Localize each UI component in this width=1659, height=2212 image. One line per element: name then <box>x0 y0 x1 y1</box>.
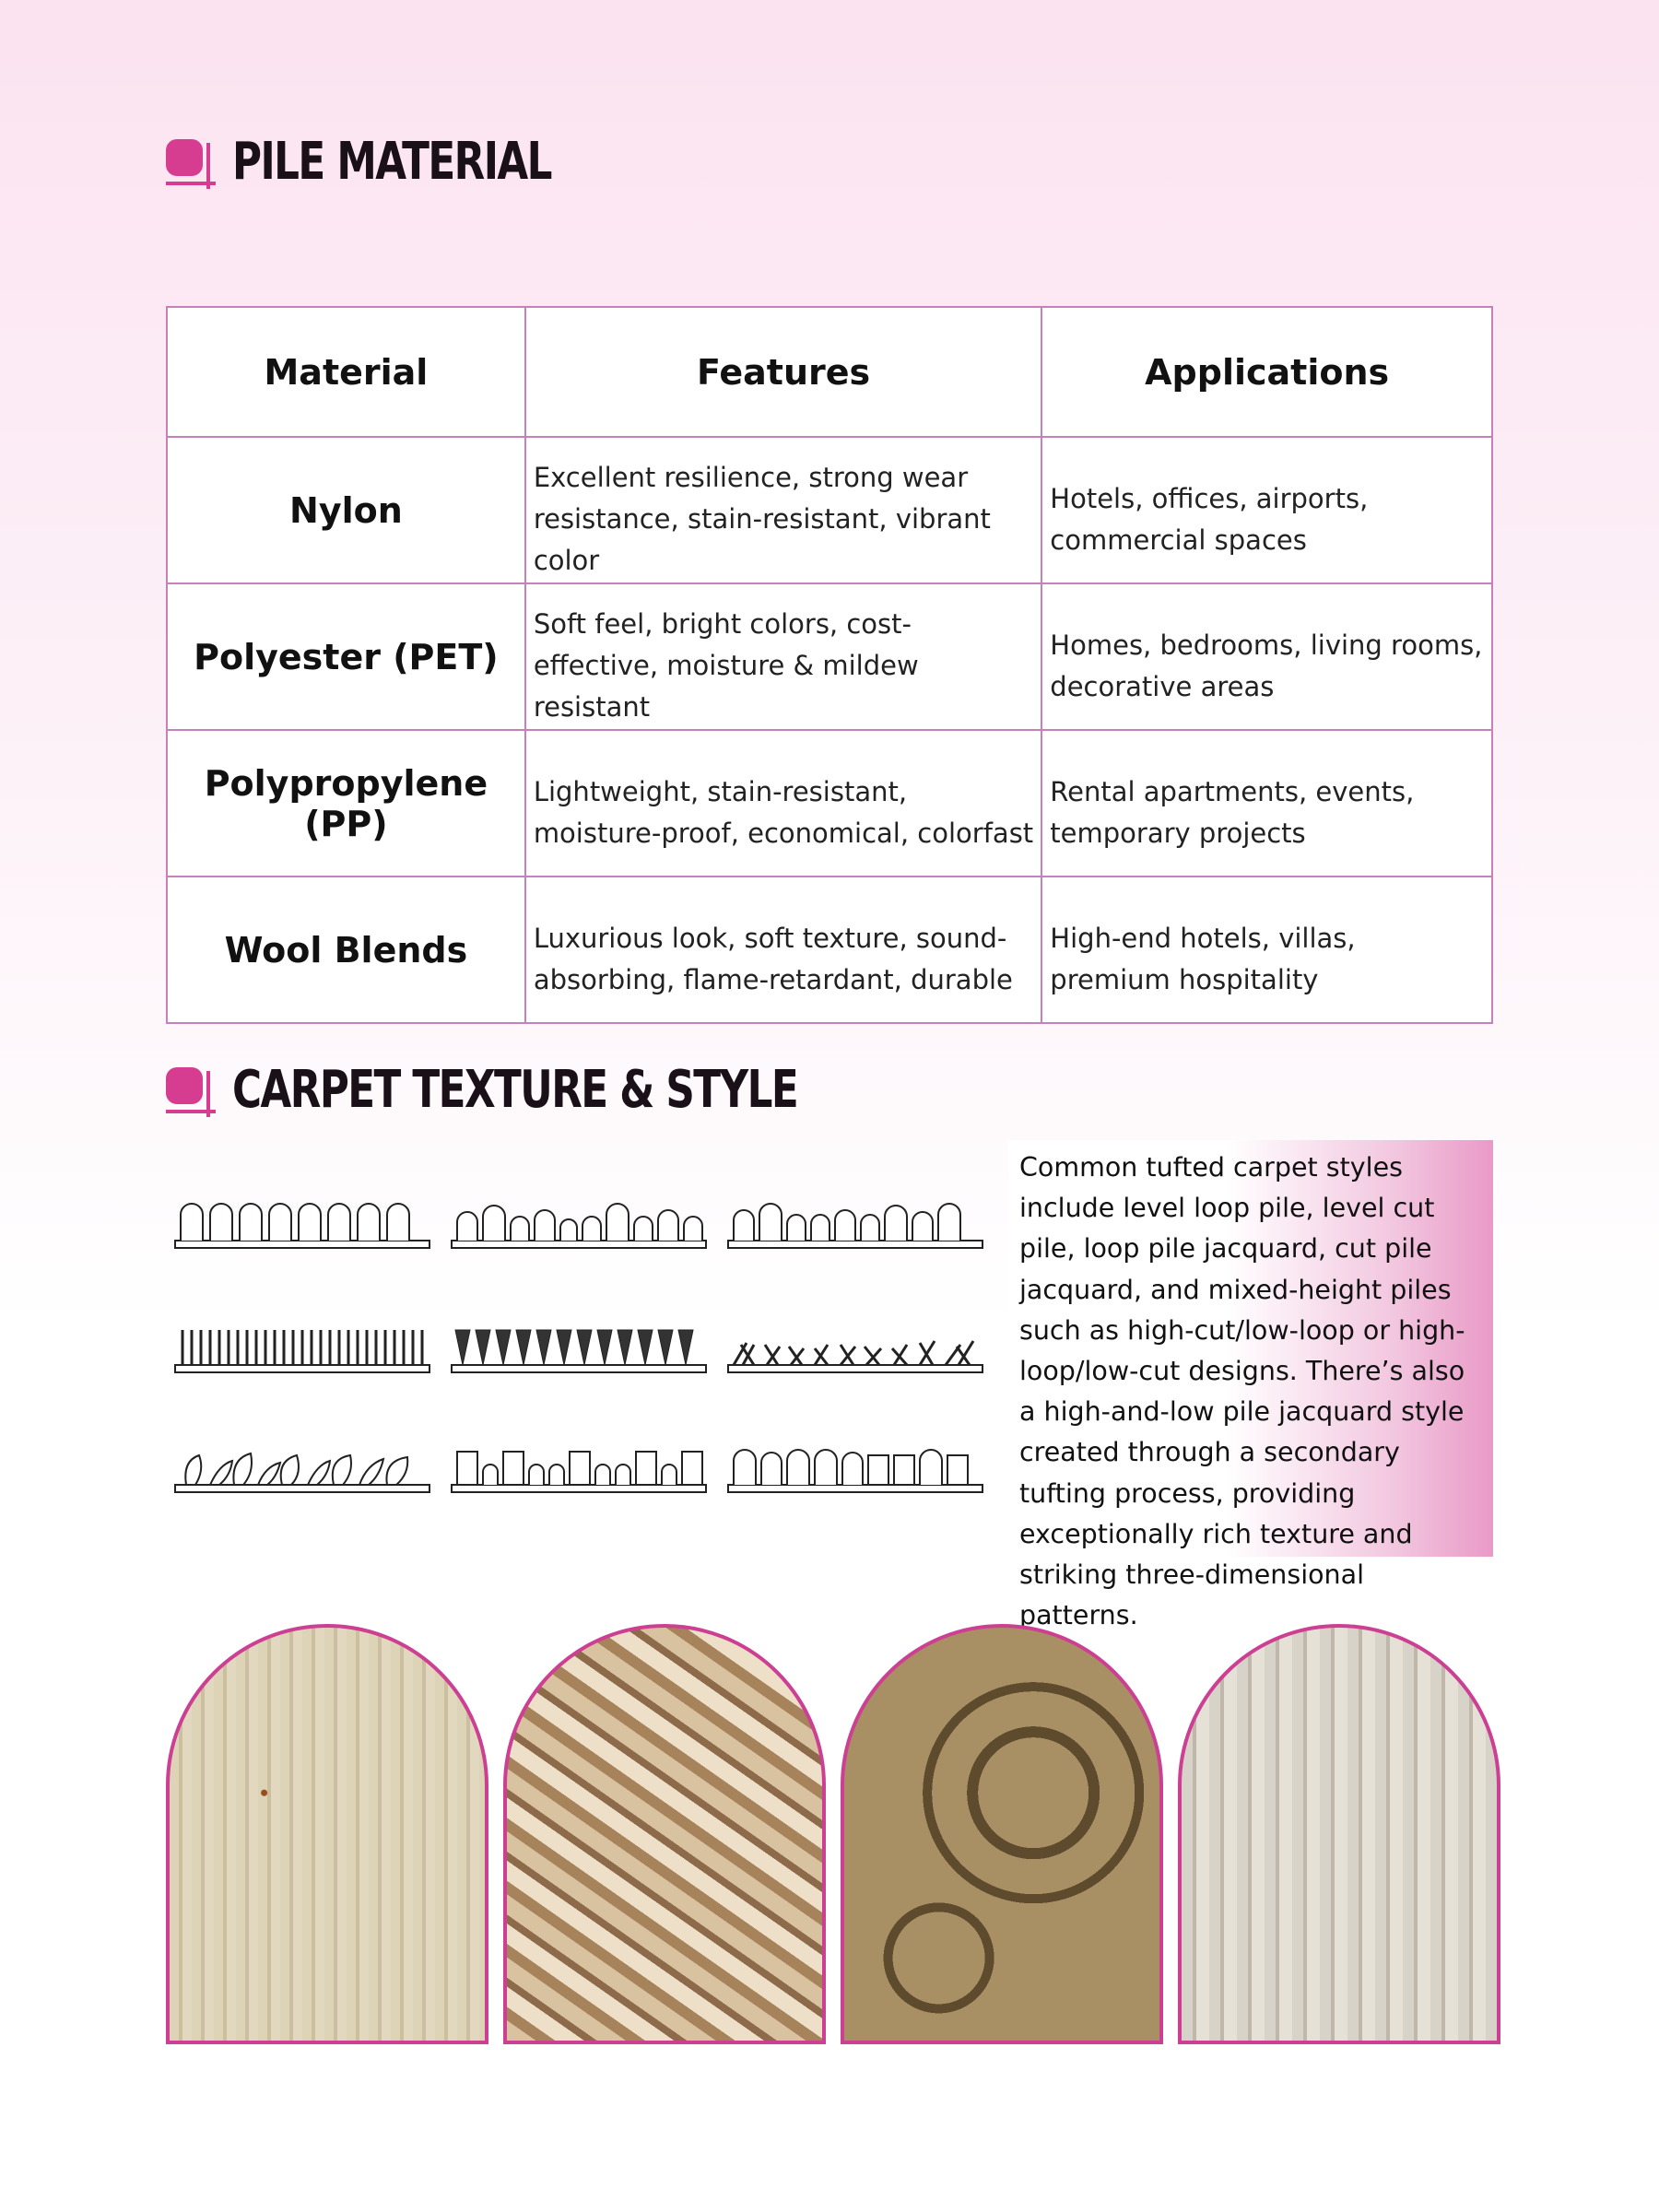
frieze-cut-pile-diagram <box>726 1313 984 1378</box>
carpet-texture-gallery <box>166 1624 1502 2048</box>
material-applications: High-end hotels, villas, premium hospitality <box>1041 877 1492 1023</box>
material-applications: Rental apartments, events, temporary projects <box>1041 730 1492 877</box>
material-applications: Hotels, offices, airports, commercial spaces <box>1041 437 1492 583</box>
section-title: CARPET TEXTURE & STYLE <box>232 1060 798 1120</box>
multi-level-loop-diagram <box>450 1189 708 1253</box>
material-features: Luxurious look, soft texture, sound-absorbing, flame-retardant, durable <box>525 877 1041 1023</box>
high-low-pile-texture-image <box>1178 1624 1500 2044</box>
table-row <box>167 730 1492 877</box>
carpet-style-description: Common tufted carpet styles include level loop pile, level cut pile, loop pile jacquard, cut pile jacquard, and mixed-height piles such as high-cut/low-loop or high-loop/low-cut designs. There’s also a high-and-low pile jacquard style created through a secondary tufting process, providing exceptionally rich texture and striking three-dimensional patterns. <box>1008 1140 1493 1557</box>
plush-cut-pile-diagram <box>450 1313 708 1378</box>
level-loop-texture-image <box>166 1624 488 2044</box>
material-features: Lightweight, stain-resistant, moisture-proof, economical, colorfast <box>525 730 1041 877</box>
pile-material-table <box>166 306 1493 1024</box>
material-applications: Homes, bedrooms, living rooms, decorative areas <box>1041 583 1492 730</box>
table-header-row <box>167 307 1492 437</box>
section-heading-pile-material <box>166 132 641 192</box>
high-cut-low-loop-diagram <box>450 1433 708 1498</box>
table-header-material: Material <box>167 307 525 437</box>
table-header-applications: Applications <box>1041 307 1492 437</box>
section-marker-icon <box>166 1067 212 1113</box>
section-title: PILE MATERIAL <box>232 132 551 192</box>
level-loop-pile-diagram <box>173 1189 431 1253</box>
material-name: Polypropylene (PP) <box>167 730 525 877</box>
cut-pile-jacquard-texture-image <box>841 1624 1163 2044</box>
level-cut-pile-diagram <box>173 1313 431 1378</box>
loop-pile-jacquard-diagram <box>726 1189 984 1253</box>
high-loop-low-cut-diagram <box>726 1433 984 1498</box>
table-row <box>167 583 1492 730</box>
material-name: Polyester (PET) <box>167 583 525 730</box>
loop-jacquard-texture-image <box>503 1624 826 2044</box>
table-header-features: Features <box>525 307 1041 437</box>
table-row <box>167 877 1492 1023</box>
material-name: Wool Blends <box>167 877 525 1023</box>
section-marker-icon <box>166 139 212 185</box>
textured-twist-pile-diagram <box>173 1433 431 1498</box>
material-features: Soft feel, bright colors, cost-effective, moisture & mildew resistant <box>525 583 1041 730</box>
material-features: Excellent resilience, strong wear resistance, stain-resistant, vibrant color <box>525 437 1041 583</box>
section-heading-carpet-texture <box>166 1060 957 1120</box>
table-row <box>167 437 1492 583</box>
material-name: Nylon <box>167 437 525 583</box>
pile-style-diagrams <box>173 1189 1003 1502</box>
